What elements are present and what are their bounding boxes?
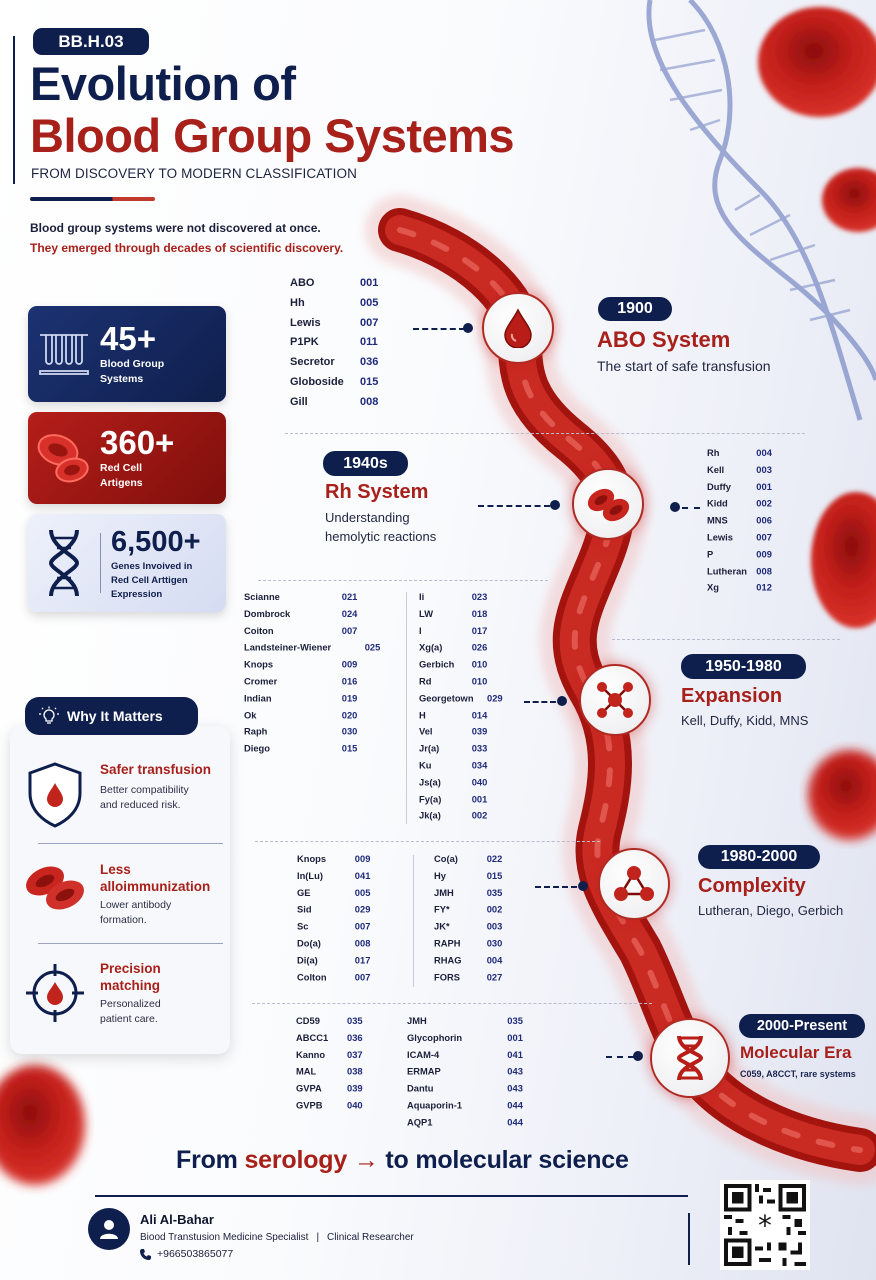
tagline: From serology → to molecular science (176, 1146, 629, 1174)
connector-dot (557, 696, 567, 706)
stat-value: 360+ (100, 424, 175, 461)
era-badge-1980-2000: 1980-2000 (698, 845, 820, 869)
section-divider (612, 639, 840, 640)
footer-separator (688, 1213, 690, 1265)
timeline-node-1950-1980 (579, 664, 651, 736)
arrow-right-icon: → (353, 1146, 379, 1174)
footer-divider (95, 1195, 688, 1197)
stat-divider (100, 533, 101, 593)
connector-line (524, 701, 556, 703)
document-code-badge: BB.H.03 (33, 28, 149, 55)
red-blood-cells-icon (584, 484, 632, 524)
dna-icon (28, 528, 100, 598)
why-heading: Why It Matters (67, 708, 163, 724)
section-divider (258, 580, 548, 581)
svg-text:*: * (758, 1210, 772, 1242)
author-phone: +966503865077 (140, 1248, 233, 1260)
connector-dot (578, 881, 588, 891)
target-drop-icon (10, 960, 100, 1027)
test-tubes-icon (28, 332, 100, 376)
user-icon (98, 1218, 120, 1240)
era-badge-1950-1980: 1950-1980 (681, 654, 806, 679)
era-desc-rh: Understanding hemolytic reactions (325, 510, 437, 544)
page-title-line2: Blood Group Systems (30, 109, 515, 162)
why-item-precision-matching: Precision matching Personalized patient care. (10, 960, 230, 1027)
why-divider (38, 943, 223, 944)
shield-drop-icon (10, 761, 100, 829)
connector-line (413, 328, 465, 330)
era-title-molecular: Molecular Era (740, 1043, 852, 1062)
era-desc-expansion: Kell, Duffy, Kidd, MNS (681, 713, 809, 728)
timeline-node-2000-present (650, 1018, 730, 1098)
intro-text-2: They emerged through decades of scientific discovery. (30, 241, 344, 255)
stat-card-antigens (28, 412, 226, 504)
era-badge-1900: 1900 (598, 297, 672, 321)
molecule-cross-icon (594, 679, 636, 721)
era-title-expansion: Expansion (681, 685, 783, 707)
era-title-rh: Rh System (325, 481, 429, 503)
connector-dot (550, 500, 560, 510)
era-desc-molecular: C059, A8CCT, rare systems (740, 1069, 856, 1079)
section-divider (285, 433, 805, 434)
molecular-systems-list-right: JMH 035 Glycophorin 001 ICAM-4 041 ERMAP 043 Dantu 043 Aquaporin-1 044 AQP1 044 (407, 1016, 523, 1128)
rh-systems-list: Rh 004 Kell 003 Duffy 001 Kidd 002 MNS 006 Lewis 007 P 009 Lutheran 008 Xg 012 (707, 448, 772, 594)
why-it-matters-card (10, 726, 230, 1054)
column-divider (406, 592, 407, 824)
qr-code-icon[interactable] (720, 1180, 810, 1270)
connector-line (606, 1056, 634, 1058)
era-desc-abo: The start of safe transfusion (597, 358, 771, 374)
author-role: Biood Transtusion Medicine Specialist | Clinical Researcher (140, 1232, 414, 1243)
phone-icon (140, 1249, 151, 1260)
page-title-line1: Evolution of (30, 57, 296, 110)
abo-systems-list: ABO 001 Hh 005 Lewis 007 P1PK 011 Secretor 036 Globoside 015 Gill 008 (290, 277, 379, 408)
stat-label: Genes Invoived in Red Cell Arttigen Expression (111, 561, 193, 600)
stat-value: 6,500+ (111, 526, 201, 558)
section-divider (252, 1003, 652, 1004)
blood-drop-icon (503, 308, 533, 348)
dna-icon (675, 1034, 705, 1082)
complexity-systems-list-left: Knops 009 In(Lu) 041 GE 005 Sid 029 Sc 007 Do(a) 008 Di(a) 017 Colton 007 (297, 854, 371, 983)
header-accent-line (13, 36, 15, 184)
why-item-less-alloimmunization: Less alloimmunization Lower antibody formation. (10, 861, 230, 928)
stat-label: Red Cell Artigens (100, 462, 143, 489)
intro-text-1: Blood group systems were not discovered at once. (30, 221, 321, 235)
connector-line (682, 507, 700, 509)
column-divider (413, 855, 414, 987)
page-subtitle: FROM DISCOVERY TO MODERN CLASSIFICATION (31, 166, 357, 181)
title-underline (30, 197, 155, 201)
connector-line (478, 505, 550, 507)
era-title-complexity: Complexity (698, 875, 806, 897)
red-blood-cells-icon (28, 430, 100, 486)
connector-dot (463, 323, 473, 333)
era-desc-complexity: Lutheran, Diego, Gerbich (698, 903, 844, 918)
section-divider (255, 841, 600, 842)
molecule-triangle-icon (612, 864, 656, 904)
connector-line (535, 886, 577, 888)
stat-value: 45+ (100, 320, 156, 357)
era-title-abo: ABO System (597, 327, 731, 352)
complexity-systems-list-right: Co(a) 022 Hy 015 JMH 035 FY* 002 JK* 003 RAPH 030 RHAG 004 FORS 027 (434, 854, 503, 983)
timeline-node-1900 (482, 292, 554, 364)
connector-dot (633, 1051, 643, 1061)
lightbulb-icon (39, 706, 59, 726)
era-badge-2000-present: 2000-Present (739, 1014, 865, 1038)
avatar (88, 1208, 130, 1250)
stat-card-systems (28, 306, 226, 402)
molecular-systems-list-left: CD59 035 ABCC1 036 Kanno 037 MAL 038 GVPA 039 GVPB 040 (296, 1016, 363, 1111)
red-blood-cells-icon (10, 861, 100, 928)
expansion-systems-list-right: Ii 023 LW 018 I 017 Xg(a) 026 Gerbich 010 Rd 010 Georgetown 029 H 014 Vel 039 Jr(a) 033 Ku 034 Js(a) 040 Fy(a) 001 Jk(a) 002 (419, 592, 503, 822)
era-badge-1940s: 1940s (323, 451, 408, 476)
timeline-node-1980-2000 (598, 848, 670, 920)
connector-dot (670, 502, 680, 512)
why-it-matters-header (25, 697, 198, 735)
author-name: Ali Al-Bahar (140, 1212, 214, 1227)
why-divider (38, 843, 223, 844)
timeline-node-1940s (572, 468, 644, 540)
stat-card-genes (28, 514, 226, 612)
why-item-safer-transfusion: Safer transfusion Better compatibility and reduced risk. (10, 761, 230, 829)
stat-label: Blood Group Systems (100, 358, 165, 385)
expansion-systems-list-left: Scianne 021 Dombrock 024 Coiton 007 Landsteiner-Wiener 025 Knops 009 Cromer 016 Indian 019 Ok 020 Raph 030 Diego 015 (244, 592, 381, 755)
